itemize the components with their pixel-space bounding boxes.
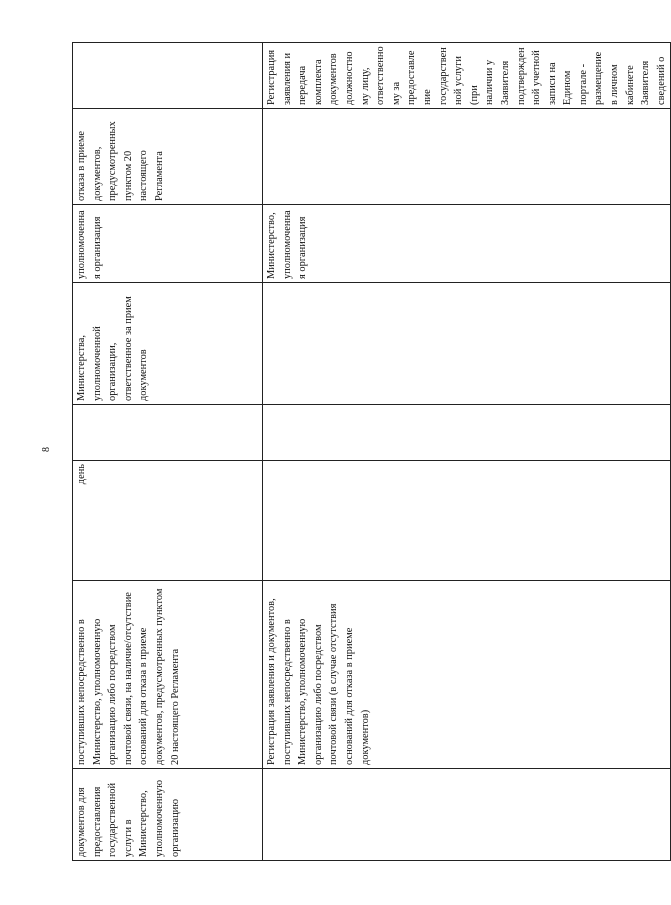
table-cell: Министерства, уполномоченной организации, ответственное за прием документов bbox=[73, 283, 263, 405]
table-cell: день bbox=[73, 461, 263, 581]
table-cell: поступивших непосредственно в Министерство, уполномоченную организацию либо посредством почтовой связи, на наличие/отсутствие оснований для отказа в приеме документов, предусмотренных пунктом 20 настоящего Регламента bbox=[73, 581, 263, 769]
page-number: 8 bbox=[41, 447, 52, 452]
table-cell bbox=[263, 109, 671, 205]
table-cell bbox=[73, 405, 263, 461]
table-cell: отказа в приеме документов, предусмотренных пунктом 20 настоящего Регламента bbox=[73, 109, 263, 205]
table-cell bbox=[263, 769, 671, 861]
procedure-table bbox=[72, 42, 671, 861]
table-cell bbox=[263, 283, 671, 405]
table-cell: уполномоченная организация bbox=[73, 205, 263, 283]
table-row bbox=[73, 43, 263, 861]
table-cell: документов для предоставления государственной услуги в Министерство, уполномоченную организацию bbox=[73, 769, 263, 861]
table-cell: Министерство, уполномоченная организация bbox=[263, 205, 671, 283]
table-cell: Регистрация заявления и передача комплекта документов должностному лицу, ответственному за предоставление государственной услуги (при наличии у Заявителя подтвержденной учетной записи на Едином портале - размещение в личном кабинете Заявителя сведений о bbox=[263, 43, 671, 109]
table-cell bbox=[263, 405, 671, 461]
table-cell bbox=[73, 43, 263, 109]
table-cell: Регистрация заявления и документов, поступивших непосредственно в Министерство, уполномоченную организацию либо посредством почтовой связи (в случае отсутствия оснований для отказа в приеме документов) bbox=[263, 581, 671, 769]
rotated-table-container bbox=[72, 43, 667, 861]
table-row bbox=[263, 43, 671, 861]
table-cell bbox=[263, 461, 671, 581]
